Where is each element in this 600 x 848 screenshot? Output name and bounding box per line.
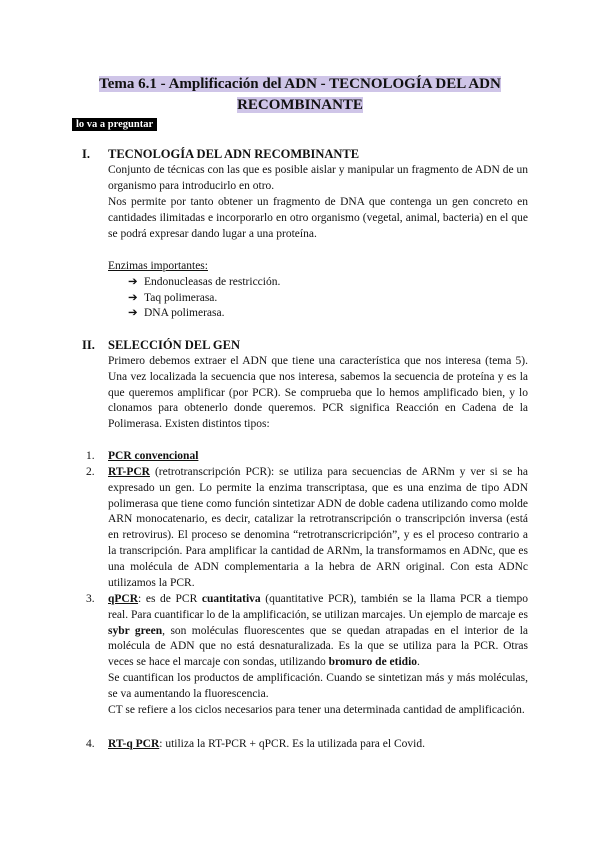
enzymes-label: Enzimas importantes: bbox=[108, 260, 208, 272]
section-title-2: SELECCIÓN DEL GEN bbox=[108, 338, 240, 352]
list-text: : utiliza la RT-PCR + qPCR. Es la utilizada para el Covid. bbox=[159, 738, 425, 750]
enzymes-list bbox=[108, 275, 280, 322]
exam-tag: lo va a preguntar bbox=[72, 118, 157, 131]
section-number-2: II. bbox=[82, 338, 95, 352]
list-paragraph: Se cuantifican los productos de amplificación. Cuando se sintetizan más y más moléculas, se va aumentando la fluorescencia. bbox=[108, 671, 528, 700]
page-title bbox=[80, 74, 520, 116]
section1-paragraph-1: Conjunto de técnicas con las que es posible aislar y manipular un fragmento de ADN de un organismo para introducirlo en otro. bbox=[108, 164, 528, 192]
enzyme-item bbox=[128, 306, 280, 322]
enzyme-label: Taq polimerasa. bbox=[144, 291, 218, 304]
list-text: : es de PCR bbox=[138, 593, 202, 605]
enzymes-block bbox=[108, 259, 280, 322]
list-item-4 bbox=[86, 737, 528, 753]
bold-term: bromuro de etidio bbox=[328, 656, 418, 669]
list-number: 3. bbox=[86, 593, 95, 605]
section-title-1: TECNOLOGÍA DEL ADN RECOMBINANTE bbox=[108, 147, 360, 161]
bold-term: cuantitativa bbox=[201, 593, 261, 605]
list-text: (retrotranscripción PCR): se utiliza para secuencias de ARNm y ver si se ha expresado un gen. Lo permite la enzima transcriptasa, que es una enzima de tipo ADN polimerasa que tiene como función sintetizar ADN de doble cadena utilizando como molde ARN monocatenario, es decir, catalizar la retrotranscripción o transcripción inversa (está en retrovirus). El proceso se denomina “retrotranscricripción”, y es el proceso contrario a la transcripción. Para amplificar la cantidad de ARNm, la transformamos en ADNc, que es una molécula de ADN complementaria a la hebra de ARN original. Con esta ADNc utilizamos la PCR. bbox=[108, 466, 528, 589]
section-heading-1 bbox=[82, 147, 359, 162]
list-label: qPCR bbox=[108, 593, 139, 605]
list-item-3 bbox=[86, 592, 528, 718]
arrow-icon: ➔ bbox=[128, 275, 138, 288]
list-item-1 bbox=[86, 449, 528, 465]
list-item-2 bbox=[86, 465, 528, 591]
list-number: 1. bbox=[86, 450, 95, 462]
list-number: 4. bbox=[86, 738, 95, 750]
list-number: 2. bbox=[86, 466, 95, 478]
section1-paragraph-2: Nos permite por tanto obtener un fragmento de DNA que contenga un gen concreto en cantidades ilimitadas e incorporarlo en otro organismo (vegetal, animal, bacteria) en el que se podrá expresar dando lugar a una proteína. bbox=[108, 196, 528, 240]
arrow-icon: ➔ bbox=[128, 291, 138, 304]
list-text: . bbox=[417, 656, 420, 669]
list-label: PCR convencional bbox=[108, 450, 199, 462]
title-text: Tema 6.1 - Amplificación del ADN - TECNOLOGÍA DEL ADN RECOMBINANTE bbox=[99, 76, 501, 113]
list-paragraph: CT se refiere a los ciclos necesarios para tener una determinada cantidad de amplificación. bbox=[108, 703, 525, 716]
list-paragraph bbox=[108, 592, 528, 671]
enzyme-label: DNA polimerasa. bbox=[144, 307, 225, 320]
enzyme-label: Endonucleasas de restricción. bbox=[144, 275, 281, 288]
enzyme-item bbox=[128, 291, 280, 307]
list-text: (quantitative PCR), también se la llama PCR a tiempo real. Para cuantificar lo de la amplificación, se utilizan marcajes. Un ejemplo de marcaje es bbox=[108, 593, 528, 621]
list-label: RT-q PCR bbox=[108, 738, 160, 750]
section2-paragraph-1: Primero debemos extraer el ADN que tiene una característica que nos interesa (tema 5). Una vez localizada la secuencia que nos interesa, sabemos la secuencia de proteína y es la que queremos amplificar (por PCR). Se comprueba que lo hemos amplificado bien, y lo clonamos para obtenerlo donde queremos. PCR significa Reacción en Cadena de la Polimerasa. Existen distintos tipos: bbox=[108, 355, 528, 431]
bold-term: sybr green bbox=[108, 624, 163, 637]
enzyme-item bbox=[128, 275, 280, 291]
list-label: RT-PCR bbox=[108, 466, 150, 478]
list-text: , son moléculas fluorescentes que se quedan atrapadas en el interior de la molécula de ADN que no está desnaturalizada. Es la que se utiliza para la PCR. Otras veces se hace el marcaje con sondas, utilizando bbox=[108, 624, 528, 669]
section-number-1: I. bbox=[82, 147, 90, 161]
arrow-icon: ➔ bbox=[128, 307, 138, 320]
section-heading-2 bbox=[82, 338, 240, 353]
